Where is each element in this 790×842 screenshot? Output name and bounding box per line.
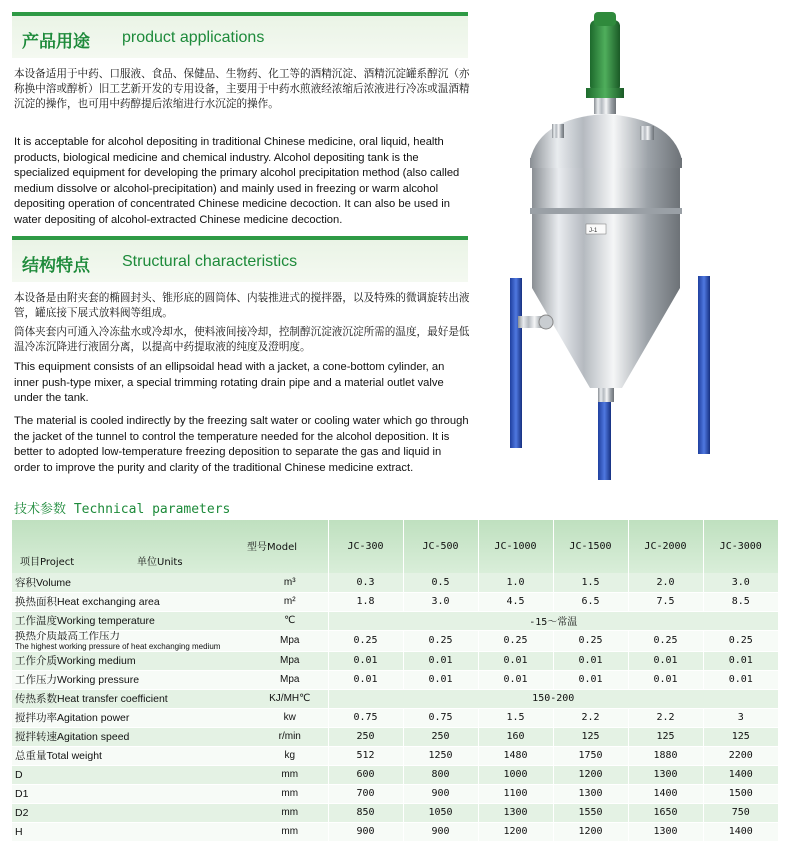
param-value: 0.01	[703, 651, 778, 670]
param-value: 1.8	[328, 592, 403, 611]
tank-label: J-1	[589, 228, 598, 234]
tank-illustration	[490, 10, 780, 480]
param-value: 0.25	[703, 630, 778, 651]
param-value: 0.01	[328, 670, 403, 689]
model-header: JC-2000	[628, 520, 703, 573]
param-name-en: D2	[15, 806, 29, 819]
param-value: 7.5	[628, 592, 703, 611]
param-value: 1400	[703, 822, 778, 841]
table-row	[12, 670, 778, 689]
param-value: 250	[328, 727, 403, 746]
applications-title-zh: 产品用途	[22, 32, 90, 52]
param-name-en: Agitation power	[57, 712, 130, 724]
param-value: 1200	[478, 822, 553, 841]
tech-title: 技术参数 Technical parameters	[14, 502, 231, 517]
table-row	[12, 822, 778, 841]
param-value-span: 150-200	[328, 689, 778, 708]
param-name	[12, 765, 252, 784]
param-value: 700	[328, 784, 403, 803]
param-name-en: Volume	[36, 576, 72, 589]
table-row	[12, 727, 778, 746]
param-value: 1050	[403, 803, 478, 822]
param-name-en: H	[15, 825, 23, 838]
param-value: 1100	[478, 784, 553, 803]
param-unit: ℃	[252, 611, 328, 630]
param-name-en: Agitation speed	[57, 731, 130, 743]
param-unit: mm	[252, 803, 328, 822]
param-value: 125	[628, 727, 703, 746]
tank-cone	[532, 288, 680, 388]
table-header-corner	[12, 520, 328, 573]
param-value: 160	[478, 727, 553, 746]
param-name	[12, 573, 252, 592]
param-name-zh: 传热系数	[15, 693, 57, 705]
header-units: 单位Units	[137, 557, 183, 568]
param-name	[12, 611, 252, 630]
param-value: 800	[403, 765, 478, 784]
param-value: 1300	[553, 784, 628, 803]
param-unit: KJ/MH℃	[252, 689, 328, 708]
param-name-en: Working pressure	[57, 674, 140, 686]
param-name-zh: 搅拌功率	[15, 712, 57, 724]
param-name-en: Working temperature	[57, 615, 155, 627]
param-value: 900	[328, 822, 403, 841]
param-value: 2.0	[628, 573, 703, 592]
table-row	[12, 765, 778, 784]
param-unit: kg	[252, 746, 328, 765]
param-value-span: -15～常温	[328, 611, 778, 630]
leg-left	[510, 278, 522, 448]
param-value: 0.01	[703, 670, 778, 689]
param-name	[12, 803, 252, 822]
param-value: 0.25	[478, 630, 553, 651]
param-value: 0.01	[553, 651, 628, 670]
param-name-zh: 工作温度	[15, 615, 57, 627]
param-unit: mm	[252, 765, 328, 784]
param-value: 1300	[628, 765, 703, 784]
param-value: 0.25	[628, 630, 703, 651]
param-value: 0.25	[328, 630, 403, 651]
param-value: 0.25	[553, 630, 628, 651]
param-name	[12, 670, 252, 689]
table-row	[12, 611, 778, 630]
param-unit: Mpa	[252, 651, 328, 670]
param-name-zh: 换热面积	[15, 596, 57, 608]
param-name	[12, 630, 252, 651]
table-row	[12, 651, 778, 670]
structure-text-zh-2: 筒体夹套内可通入冷冻盐水或冷却水，使料液间接冷却，控制醇沉淀液沉淀所需的温度，最好是低温冷冻沉降进行液固分离，以提高中药提取液的纯度及澄明度。	[14, 326, 470, 354]
param-value: 0.75	[403, 708, 478, 727]
structure-title-zh: 结构特点	[22, 256, 90, 276]
structure-text-en-2: The material is cooled indirectly by the freezing salt water or cooling water which go through the jacket of the tunnel to control the temperature needed for the alcohol deposition. It is better to adopted low-temperature freezing deposition to separate the gas and liquid in order to improve the purity and clarity of the traditional Chinese medicine extract.	[14, 415, 469, 474]
param-unit: r/min	[252, 727, 328, 746]
param-value: 1200	[553, 822, 628, 841]
applications-header	[12, 12, 468, 58]
param-unit: Mpa	[252, 670, 328, 689]
param-value: 1250	[403, 746, 478, 765]
table-row	[12, 573, 778, 592]
param-unit: m³	[252, 573, 328, 592]
param-value: 0.3	[328, 573, 403, 592]
model-header: JC-300	[328, 520, 403, 573]
header-project: 项目Project	[20, 557, 75, 568]
param-value: 850	[328, 803, 403, 822]
table-row	[12, 784, 778, 803]
param-name-en: Heat exchanging area	[57, 596, 160, 608]
param-name	[12, 689, 252, 708]
model-header: JC-500	[403, 520, 478, 573]
header-model: 型号Model	[247, 542, 298, 553]
model-header: JC-1000	[478, 520, 553, 573]
structure-text-en-1: This equipment consists of an ellipsoidal head with a jacket, a cone-bottom cylinder, an inner push-type mixer, a special trimming rotating drain pipe and a material outlet valve under the tank.	[14, 361, 445, 405]
applications-title-en: product applications	[122, 29, 265, 46]
leg-right	[698, 276, 710, 454]
param-value: 1.5	[478, 708, 553, 727]
param-value: 1300	[478, 803, 553, 822]
param-value: 1300	[628, 822, 703, 841]
param-value: 1200	[553, 765, 628, 784]
param-value: 125	[703, 727, 778, 746]
param-value: 0.01	[403, 670, 478, 689]
param-name-en: The highest working pressure of heat exchanging medium	[15, 641, 221, 651]
param-value: 0.75	[328, 708, 403, 727]
model-header: JC-1500	[553, 520, 628, 573]
param-name	[12, 784, 252, 803]
table-row	[12, 630, 778, 651]
motor-body	[590, 20, 620, 92]
table-row	[12, 746, 778, 765]
param-value: 1400	[628, 784, 703, 803]
structure-header	[12, 236, 468, 282]
param-value: 1880	[628, 746, 703, 765]
param-value: 0.01	[478, 651, 553, 670]
param-value: 2200	[703, 746, 778, 765]
table-row	[12, 592, 778, 611]
param-value: 250	[403, 727, 478, 746]
param-name	[12, 822, 252, 841]
param-value: 0.01	[328, 651, 403, 670]
param-value: 0.01	[403, 651, 478, 670]
param-value: 1.0	[478, 573, 553, 592]
param-value: 0.01	[628, 651, 703, 670]
param-unit: kw	[252, 708, 328, 727]
param-name	[12, 651, 252, 670]
param-name	[12, 727, 252, 746]
param-value: 0.01	[628, 670, 703, 689]
param-name-en: D1	[15, 787, 29, 800]
param-value: 900	[403, 784, 478, 803]
param-value: 1400	[703, 765, 778, 784]
param-value: 125	[553, 727, 628, 746]
param-name-zh: 总重量	[15, 750, 47, 762]
tech-table	[12, 520, 778, 842]
param-value: 0.25	[403, 630, 478, 651]
param-name-zh: 容积	[15, 576, 36, 589]
param-value: 600	[328, 765, 403, 784]
structure-title-en: Structural characteristics	[122, 253, 298, 270]
param-value: 1550	[553, 803, 628, 822]
structure-text-zh-1: 本设备是由附夹套的椭圆封头、锥形底的圆筒体、内装推进式的搅拌器，以及特殊的微调旋转出液管，罐底接下展式放料阀等组成。	[14, 292, 470, 320]
param-name-en: Heat transfer coefficient	[57, 693, 168, 705]
param-value: 900	[403, 822, 478, 841]
param-unit: Mpa	[252, 630, 328, 651]
table-row	[12, 803, 778, 822]
param-name-zh: 工作介质	[15, 655, 57, 667]
param-name	[12, 592, 252, 611]
param-value: 1480	[478, 746, 553, 765]
param-name	[12, 708, 252, 727]
table-row	[12, 689, 778, 708]
param-value: 3.0	[403, 592, 478, 611]
model-header: JC-3000	[703, 520, 778, 573]
param-value: 6.5	[553, 592, 628, 611]
param-name	[12, 746, 252, 765]
param-name-zh: 搅拌转速	[15, 731, 57, 743]
param-name-zh: 工作压力	[15, 674, 57, 686]
param-name-en: D	[15, 768, 23, 781]
param-value: 4.5	[478, 592, 553, 611]
applications-text-zh: 本设备适用于中药、口服液、食品、保健品、生物药、化工等的酒精沉淀、酒精沉淀罐系醇沉（亦称换中溶或醇析）旧工艺新开发的专用设备，主要用于中药水煎液经浓缩后浓液进行冷冻或温酒精沉淀的操作，也可用中药醇提后浓缩进行水沉淀的操作。	[14, 68, 470, 111]
param-value: 1.5	[553, 573, 628, 592]
param-unit: mm	[252, 784, 328, 803]
param-value: 512	[328, 746, 403, 765]
param-name-en: Working medium	[57, 655, 136, 667]
param-value: 0.01	[478, 670, 553, 689]
param-value: 8.5	[703, 592, 778, 611]
param-value: 750	[703, 803, 778, 822]
param-value: 3	[703, 708, 778, 727]
param-value: 3.0	[703, 573, 778, 592]
param-value: 0.5	[403, 573, 478, 592]
param-value: 2.2	[553, 708, 628, 727]
param-value: 1500	[703, 784, 778, 803]
table-row	[12, 708, 778, 727]
param-unit: m²	[252, 592, 328, 611]
param-value: 2.2	[628, 708, 703, 727]
param-name-zh: 换热介质最高工作压力	[15, 630, 120, 642]
param-value: 0.01	[553, 670, 628, 689]
param-unit: mm	[252, 822, 328, 841]
applications-text-en: It is acceptable for alcohol depositing in traditional Chinese medicine, oral liquid, health products, biological medicine and chemical industry. Alcohol depositing tank is the specialized equipment for developing the primary alcohol precipitation method (also called medium dissolve or alcohol-precipitation) and mainly used in freezing or warm alcohol depositing operation of concentrated Chinese medicine decoction. It can also be used in water depositing of alcohol-extracted Chinese medicine decoction.	[14, 136, 460, 226]
param-name-en: Total weight	[46, 750, 102, 762]
param-value: 1650	[628, 803, 703, 822]
param-value: 1000	[478, 765, 553, 784]
param-value: 1750	[553, 746, 628, 765]
